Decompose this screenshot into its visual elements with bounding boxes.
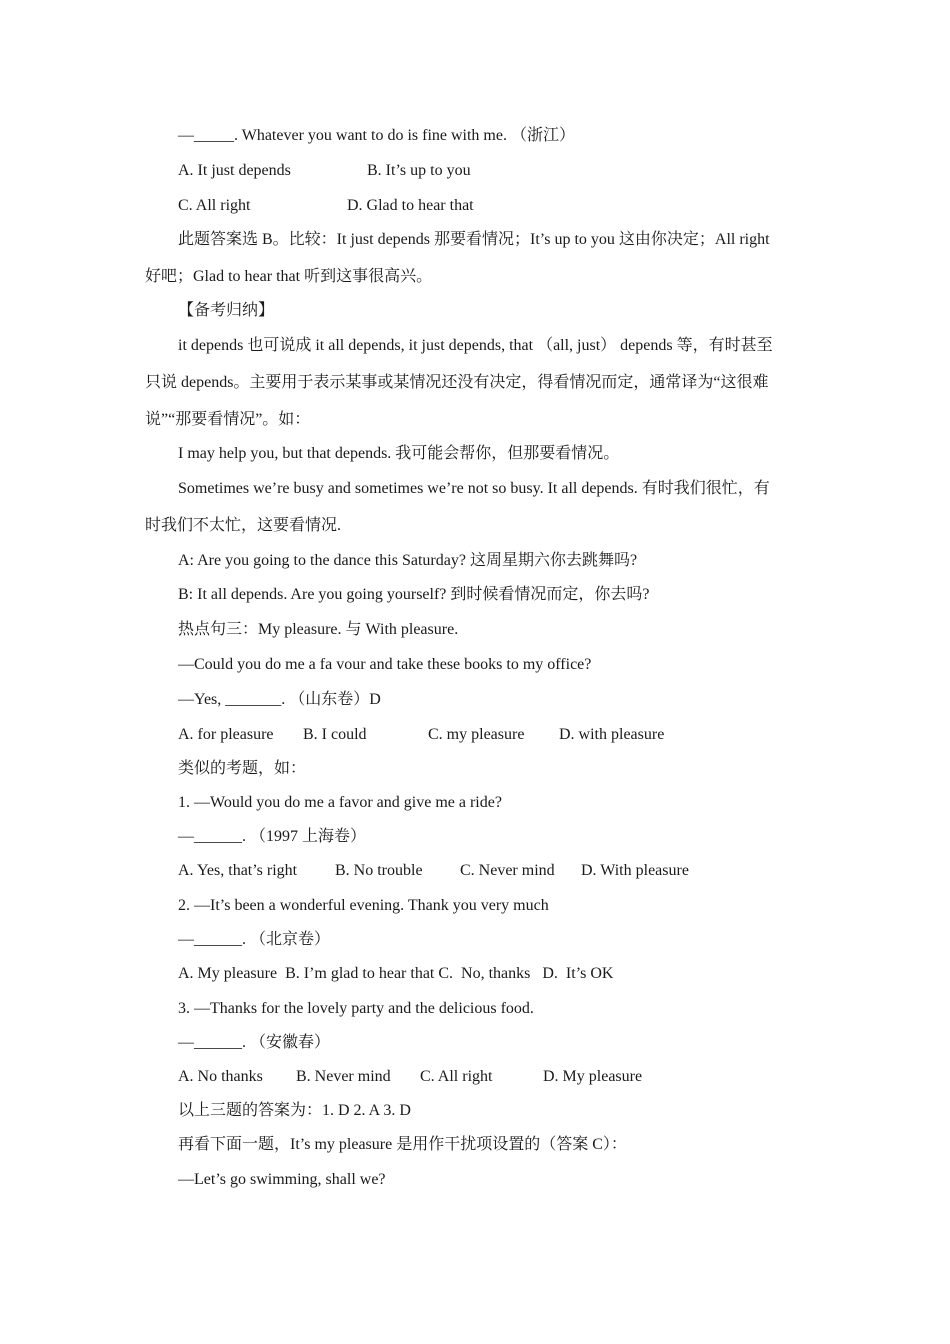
options-row: A. My pleasure B. I’m glad to hear that C. No, thanks D. It’s OK (178, 965, 614, 982)
example-line: Sometimes we’re busy and sometimes we’re not so busy. It all depends. 有时我们很忙，有 (178, 480, 770, 497)
example-line: I may help you, but that depends. 我可能会帮你，但那要看情况。 (178, 445, 620, 462)
option-b: B. I could (303, 726, 367, 743)
option-a: A. for pleasure (178, 726, 274, 743)
paragraph-line: 类似的考题，如： (178, 760, 307, 777)
question-line: —______. （北京卷） (178, 931, 331, 948)
paragraph-line: 说”“那要看情况”。如： (145, 411, 311, 428)
option-d: D. with pleasure (559, 726, 665, 743)
options-row (0, 861, 950, 881)
question-line: —Let’s go swimming, shall we? (178, 1171, 386, 1188)
option-a: A. Yes, that’s right (178, 862, 298, 879)
option-d: D. With pleasure (581, 862, 689, 879)
option-d: D. Glad to hear that (347, 197, 474, 214)
example-line: 时我们不太忙，这要看情况. (145, 517, 342, 534)
options-row (0, 196, 950, 216)
option-b: B. No trouble (335, 862, 423, 879)
option-c: C. my pleasure (428, 726, 525, 743)
option-b: B. Never mind (296, 1068, 391, 1085)
option-c: C. All right (420, 1068, 493, 1085)
paragraph-line: 只说 depends。主要用于表示某事或某情况还没有决定，得看情况而定，通常译为“这很难 (145, 374, 769, 391)
paragraph-line: it depends 也可说成 it all depends, it just depends, that （all, just） depends 等，有时甚至 (178, 337, 773, 354)
example-line: B: It all depends. Are you going yourself? 到时候看情况而定，你去吗? (178, 586, 650, 603)
question-line: —______. （安徽春） (178, 1034, 331, 1051)
options-row (0, 161, 950, 181)
question-line: —Could you do me a fa vour and take these books to my office? (178, 656, 592, 673)
paragraph-line: 再看下面一题，It’s my pleasure 是用作干扰项设置的（答案 C）： (178, 1136, 627, 1153)
options-row (0, 725, 950, 745)
paragraph-line: 此题答案选 B。比较：It just depends 那要看情况；It’s up to you 这由你决定；All right (178, 231, 770, 248)
option-d: D. My pleasure (543, 1068, 643, 1085)
question-line: —_____. Whatever you want to do is fine with me. （浙江） (178, 127, 575, 144)
question-line: —Yes, _______. （山东卷）D (178, 691, 381, 708)
question-line: —______. （1997 上海卷） (178, 828, 367, 845)
options-row (0, 1067, 950, 1087)
answer-line: 以上三题的答案为：1. D 2. A 3. D (178, 1102, 411, 1119)
option-b: B. It’s up to you (367, 162, 471, 179)
question-line: 3. —Thanks for the lovely party and the delicious food. (178, 1000, 534, 1017)
example-line: A: Are you going to the dance this Saturday? 这周星期六你去跳舞吗? (178, 552, 638, 569)
section-heading: 热点句三：My pleasure. 与 With pleasure. (178, 621, 459, 638)
question-line: 1. —Would you do me a favor and give me a ride? (178, 794, 502, 811)
section-heading: 【备考归纳】 (178, 302, 275, 319)
question-line: 2. —It’s been a wonderful evening. Thank you very much (178, 897, 549, 914)
paragraph-line: 好吧；Glad to hear that 听到这事很高兴。 (145, 268, 433, 285)
option-a: A. It just depends (178, 162, 291, 179)
option-c: C. Never mind (460, 862, 555, 879)
option-a: A. No thanks (178, 1068, 263, 1085)
option-c: C. All right (178, 197, 251, 214)
